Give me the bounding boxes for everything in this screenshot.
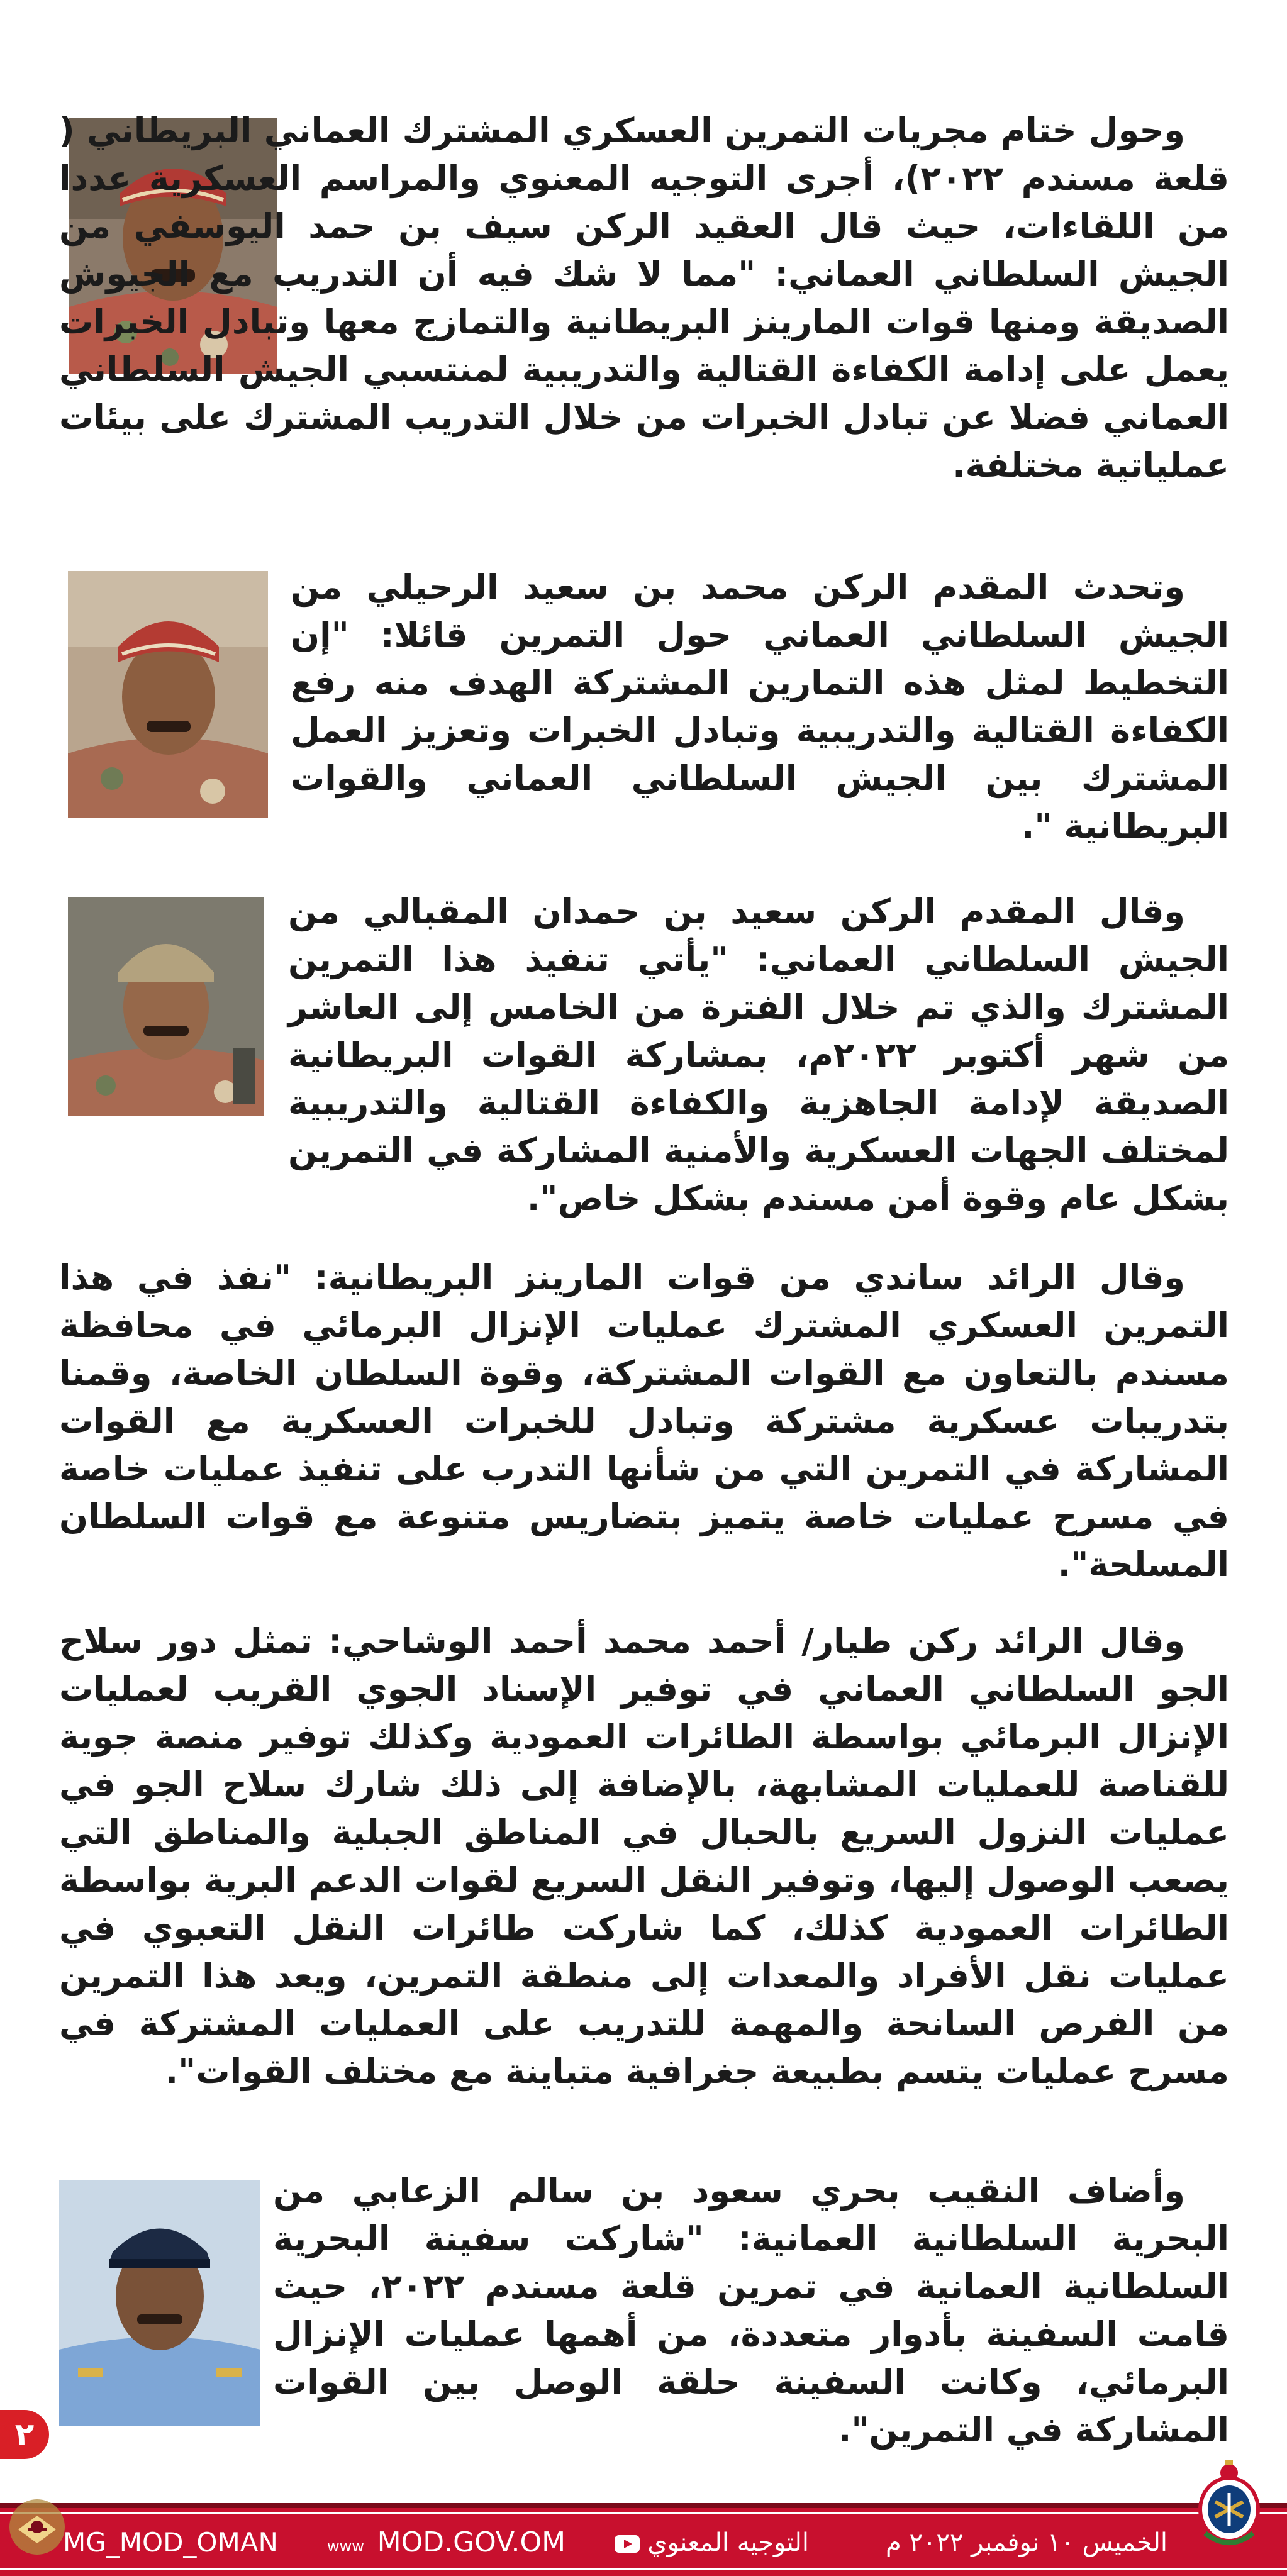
paragraph-1 bbox=[59, 107, 1229, 489]
portrait-photo-4 bbox=[59, 2180, 260, 2426]
footer-social[interactable] bbox=[63, 2524, 278, 2561]
footer-date: الخميس ١٠ نوفمبر ٢٠٢٢ م bbox=[885, 2528, 1167, 2557]
paragraph-3 bbox=[288, 888, 1229, 1223]
ministry-logo-left-icon bbox=[3, 2490, 72, 2566]
paragraph-3-text: وقال المقدم الركن سعيد بن حمدان المقبالي من الجيش السلطاني العماني: "يأتي تنفيذ هذا التمرين المشترك والذي تم خلال الفترة من الخامس إلى العاشر من شهر أكتوبر ٢٠٢٢م، بمشاركة القوات البريطانية الصديقة لإدامة الجاهزية والكفاءة القتالية والتدريبية لمختلف الجهات العسكرية والأمنية المشاركة في التمرين بشكل عام وقوة أمن مسندم بشكل خاص". bbox=[288, 892, 1229, 1218]
portrait-photo-2 bbox=[68, 571, 268, 818]
footer-top-stripe bbox=[0, 2503, 1287, 2508]
oman-emblem-icon bbox=[1196, 2458, 1262, 2552]
portrait-photo-3 bbox=[68, 897, 264, 1116]
footer-bar bbox=[0, 2503, 1287, 2576]
paragraph-6 bbox=[273, 2167, 1229, 2454]
page-number: ٢ bbox=[0, 2410, 49, 2459]
paragraph-2 bbox=[291, 564, 1229, 850]
paragraph-2-text: وتحدث المقدم الركن محمد بن سعيد الرحيلي من الجيش السلطاني العماني حول التمرين قائلا: "إن التخطيط لمثل هذه التمارين المشتركة الهدف منه رفع الكفاءة القتالية والتدريبية وتبادل الخبرات وتعزيز العمل المشترك بين الجيش السلطاني العماني والقوات البريطانية ". bbox=[291, 567, 1229, 846]
youtube-icon bbox=[615, 2535, 640, 2553]
footer-website-prefix: www bbox=[327, 2538, 364, 2555]
footer-website[interactable] bbox=[327, 2524, 566, 2561]
footer-channel[interactable] bbox=[606, 2524, 809, 2561]
paragraph-6-text: وأضاف النقيب بحري سعود بن سالم الزعابي من البحرية السلطانية العمانية: "شاركت سفينة البحرية السلطانية العمانية في تمرين قلعة مسندم ٢٠٢٢، حيث قامت السفينة بأدوار متعددة، من أهمها عمليات الإنزال البرمائي، وكانت السفينة حلقة الوصل بين القوات المشاركة في التمرين". bbox=[273, 2171, 1229, 2450]
paragraph-4 bbox=[59, 1254, 1229, 1589]
footer-channel-label: التوجيه المعنوي bbox=[647, 2528, 809, 2557]
footer-bottom-line bbox=[0, 2568, 1287, 2570]
footer-website-url: MOD.GOV.OM bbox=[377, 2526, 566, 2558]
footer-social-handle: MG_MOD_OMAN bbox=[63, 2527, 278, 2558]
paragraph-1-text: وحول ختام مجريات التمرين العسكري المشترك العماني البريطاني ( قلعة مسندم ٢٠٢٢)، أجرى التوجيه المعنوي والمراسم العسكرية عددا من اللقاءات، حيث قال العقيد الركن سيف بن حمد اليوسفي من الجيش السلطاني العماني: "مما لا شك فيه أن التدريب مع الجيوش الصديقة ومنها قوات المارينز البريطانية والتمازج معها وتبادل الخبرات يعمل على إدامة الكفاءة القتالية والتدريبية لمنتسبي الجيش السلطاني العماني فضلا عن تبادل الخبرات من خلال التدريب المشترك على بيئات عملياتية مختلفة. bbox=[59, 111, 1229, 485]
paragraph-5 bbox=[59, 1618, 1229, 2096]
paragraph-5-text: وقال الرائد ركن طيار/ أحمد محمد أحمد الوشاحي: تمثل دور سلاح الجو السلطاني العماني في توفير الإسناد الجوي القريب لعمليات الإنزال البرمائي بواسطة الطائرات العمودية وكذلك توفير منصة جوية للقناصة للعمليات المشابهة، بالإضافة إلى ذلك شارك سلاح الجو في عمليات النزول السريع بالحبال في المناطق الجبلية والمناطق التي يصعب الوصول إليها، وتوفير النقل السريع لقوات الدعم البرية بواسطة الطائرات العمودية كذلك، كما شاركت طائرات النقل التعبوي في عمليات نقل الأفراد والمعدات إلى منطقة التمرين، ويعد هذا التمرين من الفرص السانحة والمهمة للتدريب على العمليات المشتركة في مسرح عمليات يتسم بطبيعة جغرافية متباينة مع مختلف القوات". bbox=[59, 1621, 1229, 2091]
paragraph-4-text: وقال الرائد ساندي من قوات المارينز البريطانية: "نفذ في هذا التمرين العسكري المشترك عمليات الإنزال البرمائي في محافظة مسندم بالتعاون مع القوات المشتركة، وقوة السلطان الخاصة، وقمنا بتدريبات عسكرية مشتركة وتبادل للخبرات العسكرية مع القوات المشاركة في التمرين التي من شأنها التدرب على تنفيذ عمليات خاصة في مسرح عمليات خاصة يتميز بتضاريس متنوعة مع قوات السلطان المسلحة". bbox=[59, 1258, 1229, 1584]
footer-white-line bbox=[0, 2512, 1287, 2514]
